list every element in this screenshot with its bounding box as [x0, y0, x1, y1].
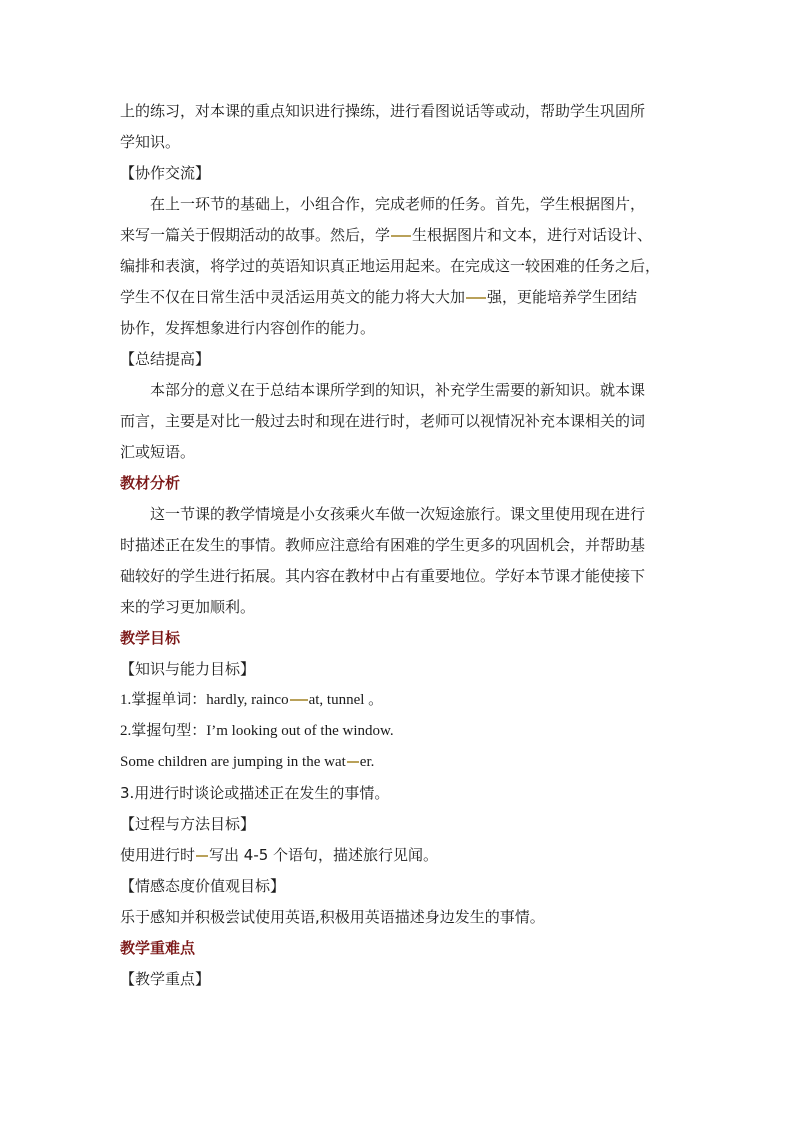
text-span: 来写一篇关于假期活动的故事。然后，学 — [120, 226, 391, 244]
heading-teaching-goals: 教学目标 — [120, 629, 181, 647]
text-span: er. — [359, 754, 375, 770]
text-span: 1.掌握单词：hardly, rainco — [120, 692, 289, 708]
goal-item-2: 2.掌握句型：I’m looking out of the window. — [120, 723, 394, 739]
section-heading-process: 【过程与方法目标】 — [120, 815, 256, 833]
goal-item-2-example — [120, 747, 680, 778]
process-goal — [120, 840, 680, 871]
paragraph-line: 础较好的学生进行拓展。其内容在教材中占有重要地位。学好本节课才能使接下 — [120, 567, 646, 585]
fill-blank — [290, 698, 308, 701]
paragraph-line — [120, 220, 680, 251]
section-heading-emotion: 【情感态度价值观目标】 — [120, 877, 286, 895]
document-body — [120, 96, 680, 995]
paragraph-line: 学知识。 — [120, 133, 181, 151]
text-span: 生根据图片和文本，进行对话设计、 — [412, 226, 653, 244]
paragraph-line — [120, 282, 680, 313]
goal-item-1 — [120, 685, 680, 716]
text-span: 强，更能培养学生团结 — [487, 288, 638, 306]
paragraph-line: 协作，发挥想象进行内容创作的能力。 — [120, 319, 376, 337]
goal-item-3: 3.用进行时谈论或描述正在发生的事情。 — [120, 784, 390, 802]
fill-blank — [391, 234, 411, 237]
fill-blank — [196, 854, 208, 857]
heading-material-analysis: 教材分析 — [120, 474, 181, 492]
paragraph-line: 这一节课的教学情境是小女孩乘火车做一次短途旅行。课文里使用现在进行 — [150, 505, 646, 523]
text-span: 学生不仅在日常生活中灵活运用英文的能力将大大加 — [120, 288, 466, 306]
paragraph-line: 时描述正在发生的事情。教师应注意给有困难的学生更多的巩固机会，并帮助基 — [120, 536, 646, 554]
text-span: 使用进行时 — [120, 846, 196, 864]
paragraph-line: 在上一环节的基础上，小组合作，完成老师的任务。首先，学生根据图片， — [150, 195, 646, 213]
section-heading-focus: 【教学重点】 — [120, 970, 211, 988]
section-heading-summary: 【总结提高】 — [120, 350, 211, 368]
paragraph-line: 来的学习更加顺利。 — [120, 598, 256, 616]
text-span: Some children are jumping in the wat — [120, 754, 346, 770]
text-span: 写出 4-5 个语句，描述旅行见闻。 — [209, 846, 439, 864]
emotion-goal: 乐于感知并积极尝试使用英语,积极用英语描述身边发生的事情。 — [120, 908, 545, 926]
fill-blank — [347, 760, 359, 763]
section-heading-cooperation: 【协作交流】 — [120, 164, 211, 182]
heading-key-points: 教学重难点 — [120, 939, 196, 957]
section-heading-knowledge: 【知识与能力目标】 — [120, 660, 256, 678]
paragraph-line: 汇或短语。 — [120, 443, 196, 461]
paragraph-line: 编排和表演，将学过的英语知识真正地运用起来。在完成这一较困难的任务之后， — [120, 257, 661, 275]
paragraph-line: 本部分的意义在于总结本课所学到的知识，补充学生需要的新知识。就本课 — [150, 381, 646, 399]
fill-blank — [466, 296, 486, 299]
text-span: at, tunnel 。 — [308, 692, 384, 708]
paragraph-line: 上的练习，对本课的重点知识进行操练，进行看图说话等或动，帮助学生巩固所 — [120, 102, 646, 120]
paragraph-line: 而言，主要是对比一般过去时和现在进行时，老师可以视情况补充本课相关的词 — [120, 412, 646, 430]
